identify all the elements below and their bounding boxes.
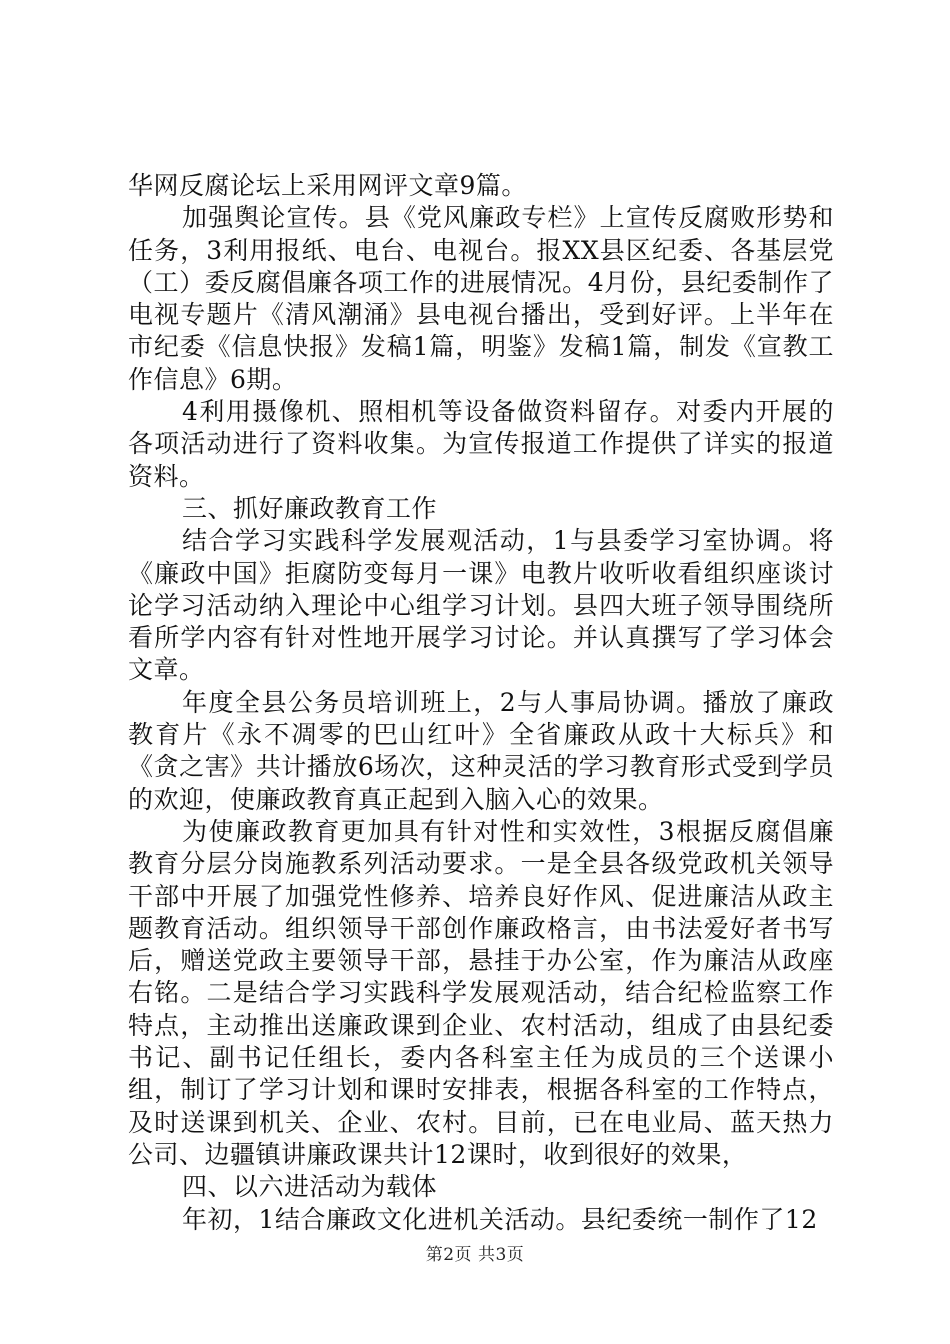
section-heading-3: 三、抓好廉政教育工作 [182,493,438,523]
document-body [128,170,834,1236]
paragraph-archive-materials: 4利用摄像机、照相机等设备做资料留存。对委内开展的各项活动进行了资料收集。为宣传报道工作提供了详实的报道资料。 [128,397,834,491]
paragraph-civil-servant-training: 年度全县公务员培训班上，2与人事局协调。播放了廉政教育片《永不凋零的巴山红叶》全省廉政从政十大标兵》和《贪之害》共计播放6场次，这种灵活的学习教育形式受到学员的欢迎，使廉政教育真正起到入脑入心的效果。 [128,687,834,814]
paragraph-targeted-education: 为使廉政教育更加具有针对性和实效性，3根据反腐倡廉教育分层分岗施教系列活动要求。一是全县各级党政机关领导干部中开展了加强党性修养、培养良好作风、促进廉洁从政主题教育活动。组织领导干部创作廉政格言，由书法爱好者书写后，赠送党政主要领导干部，悬挂于办公室，作为廉洁从政座右铭。二是结合学习实践科学发展观活动，结合纪检监察工作特点，主动推出送廉政课到企业、农村活动，组成了由县纪委书记、副书记任组长，委内各科室主任为成员的三个送课小组，制订了学习计划和课时安排表，根据各科室的工作特点，及时送课到机关、企业、农村。目前，已在电业局、蓝天热力公司、边疆镇讲廉政课共计12课时，收到很好的效果， [128,816,834,1169]
paragraph-culture-into-agencies: 年初，1结合廉政文化进机关活动。县纪委统一制作了12 [182,1204,818,1234]
paragraph-media-publicity: 加强舆论宣传。县《党风廉政专栏》上宣传反腐败形势和任务，3利用报纸、电台、电视台。报XX县区纪委、各基层党（工）委反腐倡廉各项工作的进展情况。4月份，县纪委制作了电视专题片《清风潮涌》县电视台播出，受到好评。上半年在市纪委《信息快报》发稿1篇，明鉴》发稿1篇，制发《宣教工作信息》6期。 [128,203,834,394]
page-footer [0,1240,950,1265]
section-heading-4: 四、以六进活动为载体 [182,1172,438,1202]
paragraph-study-practice: 结合学习实践科学发展观活动，1与县委学习室协调。将《廉政中国》拒腐防变每月一课》电教片收听收看组织座谈讨论学习活动纳入理论中心组学习计划。县四大班子领导围绕所看所学内容有针对性地开展学习讨论。并认真撰写了学习体会文章。 [128,526,834,685]
paragraph-continuation: 华网反腐论坛上采用网评文章9篇。 [128,171,527,200]
page-number-label: 第2页 共3页 [425,1245,525,1265]
